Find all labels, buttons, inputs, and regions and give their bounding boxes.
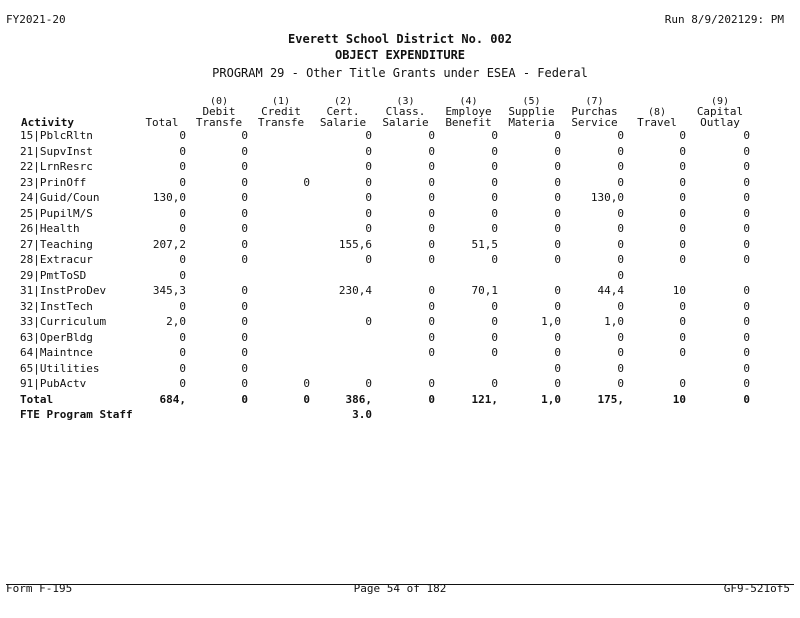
amount-cell: 0 [428,346,435,359]
amount-cell: 0 [179,206,186,220]
amount-cell: 0 [491,160,498,173]
column-number: (0) [209,97,229,107]
amount-cell: 0 [303,377,310,390]
amount-cell [312,268,374,284]
column-label-line1: Employe [445,105,492,118]
amount-cell [250,361,312,377]
amount-cell [250,407,312,423]
column-number: (1) [271,97,291,107]
table-row [20,175,752,191]
amount-cell: 10 [672,284,686,297]
amount-cell: 0 [617,237,624,251]
column-header-6 [437,97,500,128]
amount-cell: 0 [179,222,186,235]
amount-cell: 0 [241,361,248,375]
amount-cell [250,330,312,346]
amount-cell: 0 [491,206,498,220]
amount-cell: 0 [179,377,186,390]
amount-cell: 0 [241,253,248,266]
amount-cell: 0 [679,237,686,251]
amount-cell: 0 [617,222,624,235]
amount-cell: 0 [241,222,248,235]
amount-cell: 0 [365,175,372,189]
amount-cell [688,268,752,284]
amount-cell: 0 [365,129,372,142]
amount-cell: 0 [365,206,372,220]
amount-cell: 0 [365,191,372,204]
amount-cell: 0 [179,346,186,359]
amount-cell: 0 [241,330,248,344]
amount-cell: 0 [679,253,686,266]
amount-cell [437,268,500,284]
amount-cell [250,237,312,253]
column-label-line1: Supplie [508,105,555,118]
amount-cell: 0 [428,253,435,266]
amount-cell: 0 [365,160,372,173]
amount-cell: 0 [179,144,186,158]
amount-cell: 0 [428,284,435,297]
amount-cell [250,345,312,361]
amount-cell: 0 [617,330,624,344]
amount-cell: 0 [491,377,498,390]
amount-cell: 0 [554,144,561,158]
amount-cell: 0 [428,160,435,173]
amount-cell: 0 [241,206,248,220]
amount-cell: 0 [743,330,750,344]
amount-cell: 0 [554,206,561,220]
amount-cell: 0 [679,346,686,359]
amount-cell: 130,0 [152,191,186,204]
amount-cell: 0 [743,392,750,406]
amount-cell: 0 [241,237,248,251]
amount-cell [250,206,312,222]
amount-cell: 121, [471,392,498,406]
amount-cell [188,268,250,284]
amount-cell [374,407,437,423]
amount-cell: 0 [428,206,435,220]
amount-cell [688,407,752,423]
amount-cell: 0 [179,175,186,189]
amount-cell: 0 [743,206,750,220]
column-label-line1: Credit [261,105,301,118]
column-label-line2: Travel [637,116,677,128]
column-label-line2: Transfe [257,116,305,128]
column-label-line2: Materia [508,116,555,128]
amount-cell: 0 [491,330,498,344]
amount-cell: 0 [743,191,750,204]
amount-cell: 0 [428,175,435,189]
amount-cell: 0 [554,361,561,375]
column-header-3 [250,97,312,128]
table-row [20,330,752,346]
amount-cell: 0 [554,299,561,313]
amount-cell: 0 [554,346,561,359]
amount-cell: 207,2 [152,237,186,251]
column-number: (9) [710,97,730,107]
amount-cell: 0 [428,237,435,251]
column-label-line2: Salarie [382,116,429,128]
amount-cell: 0 [554,253,561,266]
activity-cell: 15|PblcRltn [20,129,93,142]
activity-cell: 33|Curriculum [20,315,107,328]
amount-cell [250,128,312,144]
amount-cell: 0 [428,330,435,344]
activity-cell: 24|Guid/Coun [20,191,100,204]
amount-cell: 0 [743,237,750,251]
amount-cell: 0 [179,253,186,266]
amount-cell [250,221,312,237]
amount-cell: 1,0 [604,315,624,328]
amount-cell: 0 [179,129,186,142]
amount-cell: 0 [428,222,435,235]
amount-cell: 0 [241,377,248,390]
column-label-line1: Class. [385,105,426,118]
amount-cell: 0 [491,315,498,328]
amount-cell: 0 [743,361,750,375]
amount-cell: 155,6 [338,237,372,251]
amount-cell: 0 [365,377,372,390]
amount-cell: 0 [491,175,498,189]
amount-cell: 0 [491,299,498,313]
table-row [20,345,752,361]
amount-cell: 0 [617,346,624,359]
column-label-line2: Service [571,116,618,128]
table-row [20,376,752,392]
amount-cell: 44,4 [597,284,624,297]
amount-cell: 0 [241,175,248,189]
amount-cell [312,345,374,361]
amount-cell: 0 [241,144,248,158]
amount-cell: 0 [617,160,624,173]
column-header-5 [374,97,437,128]
column-label-line2: Activity [21,116,74,128]
activity-cell: 26|Health [20,222,80,235]
amount-cell: 1,0 [541,392,561,406]
amount-cell: 0 [241,129,248,142]
column-label-line1: Cert. [326,105,360,118]
table-row [20,144,752,160]
activity-cell: 64|Maintnce [20,346,93,359]
activity-cell: 27|Teaching [20,237,93,251]
column-header-4 [312,97,374,128]
activity-cell: 25|PupilM/S [20,206,93,220]
column-label-line2: Transfe [195,116,243,128]
amount-cell: 0 [679,175,686,189]
amount-cell: 0 [554,222,561,235]
column-header-8 [563,97,626,128]
amount-cell: 0 [554,191,561,204]
column-label-line2: Total [145,116,179,128]
table-row [20,128,752,144]
amount-cell [626,268,688,284]
amount-cell [250,314,312,330]
amount-cell: 345,3 [152,284,186,297]
amount-cell: 70,1 [471,284,498,297]
amount-cell: 0 [679,144,686,158]
amount-cell: 0 [679,191,686,204]
amount-cell: 0 [679,129,686,142]
table-row [20,190,752,206]
amount-cell: 0 [554,160,561,173]
total-row [20,392,752,408]
amount-cell: 0 [428,392,435,406]
amount-cell: 0 [554,237,561,251]
amount-cell: 0 [617,144,624,158]
column-number: (8) [647,107,667,118]
table-row [20,252,752,268]
amount-cell [500,268,563,284]
amount-cell: 0 [365,144,372,158]
amount-cell: 0 [428,299,435,313]
amount-cell: 0 [617,299,624,313]
amount-cell: 0 [179,330,186,344]
amount-cell [250,252,312,268]
amount-cell: 0 [743,222,750,235]
amount-cell: 230,4 [338,284,372,297]
amount-cell: 0 [491,191,498,204]
amount-cell: 175, [597,392,624,406]
column-label-line2: Salarie [319,116,367,128]
amount-cell: 0 [491,144,498,158]
column-header-7 [500,97,563,128]
amount-cell: 0 [617,377,624,390]
amount-cell: 0 [554,129,561,142]
amount-cell: 684, [159,392,186,406]
amount-cell: 0 [179,160,186,173]
column-label-line2: Benefit [445,116,492,128]
amount-cell: 0 [179,361,186,375]
amount-cell: 0 [241,191,248,204]
amount-cell: 3.0 [352,408,372,421]
amount-cell: 0 [491,253,498,266]
amount-cell [250,283,312,299]
amount-cell [312,299,374,315]
amount-cell: 130,0 [590,191,624,204]
amount-cell: 10 [672,392,686,406]
amount-cell: 0 [241,284,248,297]
column-number: (4) [459,97,478,107]
amount-cell: 0 [743,144,750,158]
amount-cell: 0 [428,377,435,390]
run-date-label: Run 8/9/202129: PM [664,13,784,26]
expenditure-table [20,97,752,423]
activity-cell: 29|PmtToSD [20,268,87,282]
amount-cell: 0 [241,315,248,328]
amount-cell: 0 [679,222,686,235]
amount-cell: 0 [428,129,435,142]
amount-cell: 0 [365,253,372,266]
column-number: (5) [522,97,541,107]
amount-cell: 0 [365,315,372,328]
amount-cell: 0 [679,160,686,173]
amount-cell [563,407,626,423]
table-row [20,237,752,253]
activity-cell: 31|InstProDev [20,284,107,297]
amount-cell: 0 [743,175,750,189]
amount-cell [626,407,688,423]
amount-cell [250,159,312,175]
column-header-activity [20,97,136,128]
activity-cell: 28|Extracur [20,253,93,266]
column-header-1 [136,97,188,128]
amount-cell: 0 [679,377,686,390]
amount-cell: 0 [743,160,750,173]
table-row [20,314,752,330]
amount-cell [250,299,312,315]
amount-cell: 0 [617,253,624,266]
amount-cell: 0 [554,377,561,390]
amount-cell [250,268,312,284]
activity-cell: 22|LrnResrc [20,160,93,173]
column-label-line1: Purchas [571,105,618,118]
column-label-line1: Debit [202,105,236,118]
amount-cell: 0 [743,129,750,142]
amount-cell: 0 [617,206,624,220]
amount-cell: 0 [303,175,310,189]
fiscal-year-label: FY2021-20 [6,13,66,26]
amount-cell [500,407,563,423]
column-header-9 [626,97,688,128]
amount-cell: 0 [617,361,624,375]
amount-cell: 0 [428,315,435,328]
amount-cell [437,407,500,423]
amount-cell: 0 [743,346,750,359]
amount-cell: 0 [491,346,498,359]
amount-cell: 0 [617,175,624,189]
amount-cell: 51,5 [471,237,498,251]
column-label-line2: Outlay [700,116,740,128]
table-row [20,221,752,237]
column-number: (7) [585,97,604,107]
column-header-row [20,97,752,128]
activity-cell: 32|InstTech [20,299,93,313]
amount-cell: 0 [679,330,686,344]
table-row [20,361,752,377]
amount-cell [312,330,374,346]
amount-cell: 386, [345,392,372,406]
amount-cell [250,144,312,160]
amount-cell: 0 [428,191,435,204]
amount-cell: 0 [428,144,435,158]
column-header-2 [188,97,250,128]
amount-cell: 0 [743,377,750,390]
activity-cell: 23|PrinOff [20,175,87,189]
amount-cell [250,190,312,206]
amount-cell: 0 [554,175,561,189]
program-title: PROGRAM 29 - Other Title Grants under ESEA - Federal [212,66,588,80]
amount-cell: 0 [241,392,248,406]
amount-cell: 0 [617,129,624,142]
table-row [20,268,752,284]
amount-cell: 0 [743,253,750,266]
amount-cell: 0 [554,330,561,344]
amount-cell: 2,0 [166,315,186,328]
amount-cell: 0 [491,129,498,142]
amount-cell [136,407,188,423]
activity-cell: 21|SupvInst [20,144,93,158]
table-row [20,159,752,175]
amount-cell [374,268,437,284]
amount-cell: 0 [179,268,186,282]
amount-cell [312,361,374,377]
amount-cell: 0 [241,299,248,313]
amount-cell: 0 [743,284,750,297]
amount-cell [374,361,437,377]
activity-cell: 91|PubActv [20,377,87,390]
table-row [20,206,752,222]
amount-cell: 0 [303,392,310,406]
amount-cell: 0 [491,222,498,235]
amount-cell: 0 [241,160,248,173]
amount-cell: 0 [743,315,750,328]
activity-cell: 63|OperBldg [20,330,93,344]
amount-cell [437,361,500,377]
amount-cell: 0 [617,268,624,282]
amount-cell: 0 [365,222,372,235]
fte-row [20,407,752,423]
activity-cell: Total [20,392,54,406]
report-title: OBJECT EXPENDITURE [334,48,466,62]
form-number: Form F-195 [6,582,73,595]
amount-cell [626,361,688,377]
amount-cell: 0 [679,206,686,220]
amount-cell: 0 [179,299,186,313]
district-title: Everett School District No. 002 [288,32,512,46]
form-code: GF9-521of5 [723,582,790,595]
amount-cell: 0 [679,299,686,313]
column-number: (2) [333,97,353,107]
page-number: Page 54 of 182 [353,582,447,595]
table-body [20,128,752,423]
column-label-line1: Capital [696,105,744,118]
amount-cell: 0 [743,299,750,313]
activity-cell: 65|Utilities [20,361,100,375]
column-number: (3) [396,97,415,107]
amount-cell [188,407,250,423]
amount-cell: 1,0 [541,315,561,328]
table-row [20,299,752,315]
amount-cell: 0 [554,284,561,297]
amount-cell: 0 [241,346,248,359]
table-row [20,283,752,299]
column-header-10 [688,97,752,128]
activity-cell: FTE Program Staff [20,408,133,421]
amount-cell: 0 [679,315,686,328]
